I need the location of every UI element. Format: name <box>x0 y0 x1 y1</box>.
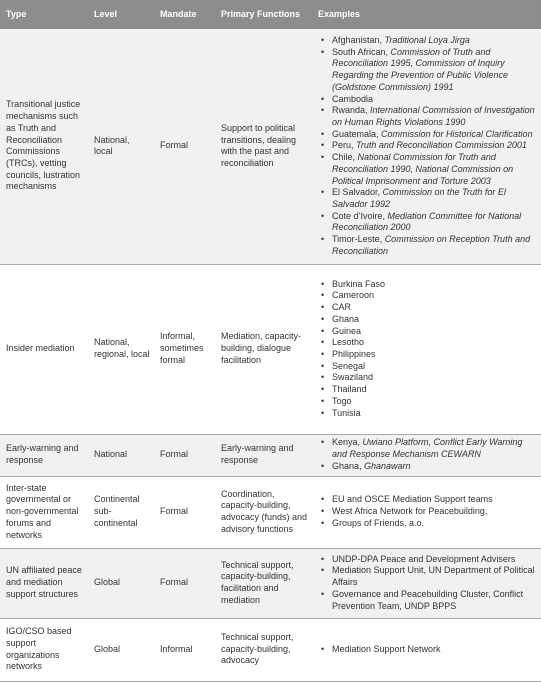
example-item <box>318 234 537 257</box>
example-body-name: Commission on the Truth for El Salvador 1992 <box>332 187 506 209</box>
examples-list <box>318 279 537 419</box>
level-cell: Continental sub-continental <box>88 476 154 548</box>
example-name: South African, <box>332 46 391 57</box>
example-item <box>318 94 537 106</box>
example-name: Senegal <box>332 360 366 371</box>
example-name: Guatemala, <box>332 128 382 139</box>
example-name: Guinea <box>332 325 362 336</box>
mandate-cell: Formal <box>154 476 215 548</box>
example-item <box>318 187 537 210</box>
example-name: Togo <box>332 395 352 406</box>
example-name: El Salvador, <box>332 187 383 198</box>
example-name: Cote d’Ivoire, <box>332 210 388 221</box>
functions-cell: Early-warning and response <box>215 434 312 476</box>
example-item <box>318 349 537 361</box>
level-cell: National, regional, local <box>88 264 154 434</box>
mandate-cell: Informal, sometimes formal <box>154 264 215 434</box>
example-name: Ghana, <box>332 460 365 471</box>
example-name: Groups of Friends, a.o. <box>332 517 425 528</box>
example-name: Cameroon <box>332 290 375 301</box>
example-name: UNDP-DPA Peace and Development Advisers <box>332 553 516 564</box>
examples-list <box>318 644 537 656</box>
example-name: Ghana <box>332 313 360 324</box>
example-item <box>318 554 537 566</box>
example-item <box>318 408 537 420</box>
level-cell: National <box>88 434 154 476</box>
example-body-name: Ghanawarn <box>364 460 411 471</box>
example-item <box>318 644 537 656</box>
table-row <box>0 548 541 618</box>
example-body-name: International Commission of Investigation on Human Rights Violations 1990 <box>332 105 535 127</box>
level-cell: National, local <box>88 29 154 264</box>
mandate-cell: Formal <box>154 29 215 264</box>
table-row <box>0 476 541 548</box>
functions-cell: Technical support, capacity-building, advocacy <box>215 618 312 681</box>
example-item <box>318 506 537 518</box>
example-name: CAR <box>332 302 352 313</box>
table-row <box>0 618 541 681</box>
example-name: Kenya, <box>332 437 363 448</box>
example-name: Lesotho <box>332 337 365 348</box>
example-name: Afghanistan, <box>332 35 385 46</box>
example-name: Chile, <box>332 152 358 163</box>
mandate-cell: Formal <box>154 434 215 476</box>
example-item <box>318 494 537 506</box>
example-body-name: Commission for Historical Clarification <box>381 128 533 139</box>
example-item <box>318 372 537 384</box>
functions-cell: Support to political transitions, dealing with the past and reconciliation <box>215 29 312 264</box>
example-name: Philippines <box>332 349 376 359</box>
example-item <box>318 337 537 349</box>
type-cell: UN affiliated peace and mediation support structures <box>0 548 88 618</box>
example-item <box>318 290 537 302</box>
example-item <box>318 565 537 588</box>
header-examples: Examples <box>312 0 541 29</box>
type-cell: Transitional justice mechanisms such as Truth and Reconciliation Commissions (TRCs), vetting councils, lustration mechanisms <box>0 29 88 264</box>
example-item <box>318 302 537 314</box>
example-item <box>318 361 537 373</box>
example-name: West Africa Network for Peacebuilding, <box>332 506 488 517</box>
examples-cell <box>312 476 541 548</box>
example-item <box>318 35 537 47</box>
example-name: Thailand <box>332 384 367 395</box>
type-cell: IGO/CSO based support organizations networks <box>0 618 88 681</box>
example-item <box>318 384 537 396</box>
examples-cell <box>312 29 541 264</box>
level-cell: Global <box>88 548 154 618</box>
level-cell: Global <box>88 618 154 681</box>
example-item <box>318 326 537 338</box>
type-cell: Inter-state governmental or non-governmental forums and networks <box>0 476 88 548</box>
examples-list <box>318 494 537 529</box>
example-item <box>318 211 537 234</box>
header-type: Type <box>0 0 88 29</box>
examples-cell <box>312 548 541 618</box>
example-name: Mediation Support Unit, UN Department of Political Affairs <box>332 565 535 588</box>
table-header <box>0 0 541 29</box>
example-name: Swaziland <box>332 372 374 383</box>
examples-cell <box>312 434 541 476</box>
examples-list <box>318 35 537 257</box>
example-body-name: Mediation Committee for National Reconciliation 2000 <box>332 210 522 233</box>
functions-cell: Coordination, capacity-building, advocacy (funds) and advisory functions <box>215 476 312 548</box>
example-name: Timor-Leste, <box>332 234 385 245</box>
example-name: Tunisia <box>332 407 361 418</box>
mandate-cell: Formal <box>154 548 215 618</box>
example-name: Rwanda, <box>332 105 371 116</box>
example-item <box>318 314 537 326</box>
example-item <box>318 140 537 152</box>
example-body-name: Traditional Loya Jirga <box>384 35 470 46</box>
example-name: Burkina Faso <box>332 278 386 289</box>
examples-cell <box>312 618 541 681</box>
mandate-cell: Informal <box>154 618 215 681</box>
type-cell: Early-warning and response <box>0 434 88 476</box>
functions-cell: Technical support, capacity-building, facilitation and mediation <box>215 548 312 618</box>
example-name: EU and OSCE Mediation Support teams <box>332 494 493 505</box>
example-item <box>318 437 537 460</box>
example-item <box>318 461 537 473</box>
type-cell: Insider mediation <box>0 264 88 434</box>
examples-cell <box>312 264 541 434</box>
example-item <box>318 589 537 612</box>
example-body-name: Commission of Truth and Reconciliation 1995, Commission of Inquiry Regarding the Prevention of Public Violence (Goldstone Commission) 1991 <box>332 46 508 92</box>
example-name: Cambodia <box>332 93 374 104</box>
example-item <box>318 518 537 530</box>
example-item <box>318 152 537 187</box>
examples-list <box>318 437 537 472</box>
example-body-name: Commission on Reception Truth and Reconciliation <box>332 234 531 256</box>
table-row <box>0 434 541 476</box>
example-body-name: National Commission for Truth and Reconciliation 1990, National Commission on Political Imprisonment and Torture 2003 <box>332 152 514 186</box>
examples-list <box>318 554 537 613</box>
header-mandate: Mandate <box>154 0 215 29</box>
example-item <box>318 105 537 128</box>
example-item <box>318 129 537 141</box>
example-name: Governance and Peacebuilding Cluster, Conflict Prevention Team, UNDP BPPS <box>332 588 524 611</box>
example-item <box>318 279 537 291</box>
example-body-name: Uwiano Platform, Conflict Early Warning and Response Mechanism CEWARN <box>332 437 523 460</box>
example-item <box>318 47 537 94</box>
example-name: Peru, <box>332 140 357 151</box>
example-name: Mediation Support Network <box>332 643 441 654</box>
table-body <box>0 29 541 681</box>
table-row <box>0 264 541 434</box>
functions-cell: Mediation, capacity-building, dialogue facilitation <box>215 264 312 434</box>
table-row <box>0 29 541 264</box>
header-primary-functions: Primary Functions <box>215 0 312 29</box>
example-item <box>318 396 537 408</box>
header-row <box>0 0 541 29</box>
example-body-name: Truth and Reconciliation Commission 2001 <box>356 140 527 151</box>
header-level: Level <box>88 0 154 29</box>
